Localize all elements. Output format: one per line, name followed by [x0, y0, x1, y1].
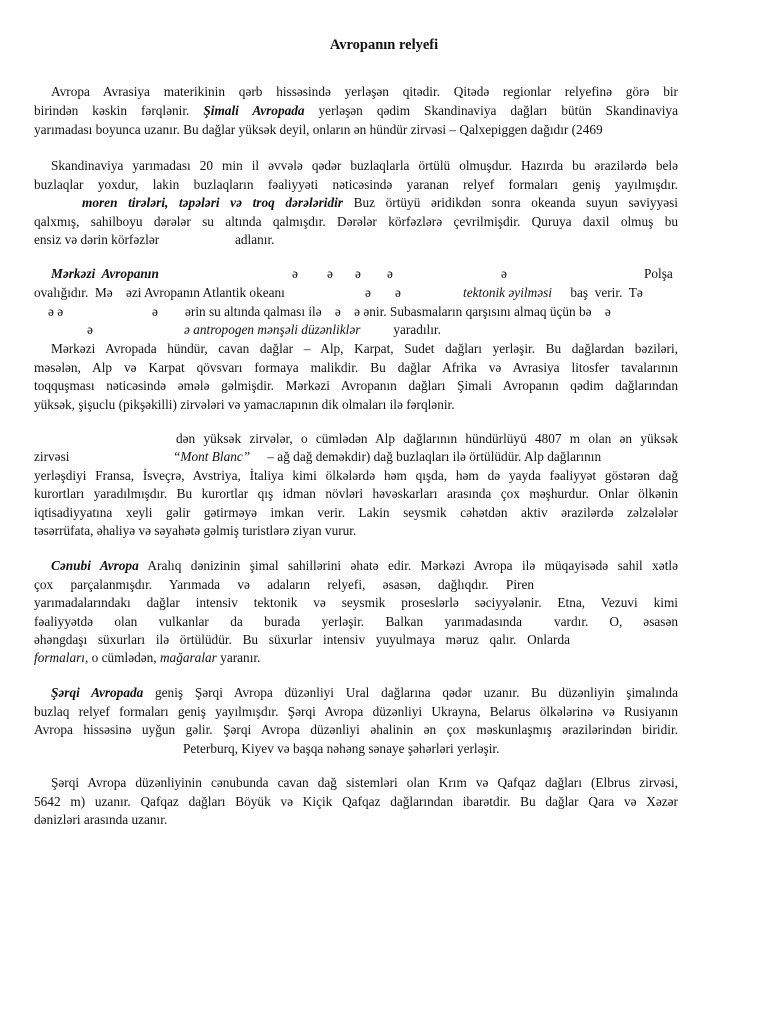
region-name-southern-europe: Cənubi Avropa	[51, 558, 139, 573]
text-line	[34, 232, 678, 250]
text-fragment: ə	[395, 285, 401, 300]
text-line: yerləşdiyi Fransa, İsveçrə, Avstriya, İtaliya kimi ölkələrdə həm qışda, həm də yayda fəaliyyət göstərən dağ	[34, 468, 678, 483]
text-span: Buz örtüyü əridikdən sonra okeanda suyun səviyyəsi	[342, 195, 678, 210]
text-span: Polşa	[644, 266, 673, 281]
text-span: – ağ dağ deməkdir) dağ buzlaqları ilə örtülüdür. Alp dağlarının	[264, 449, 602, 464]
text-line: əhəngdaşı süxurları ilə örtülüdür. Bu süxurlar intensiv yuyulmaya məruz qalır. Onlarda	[34, 632, 570, 647]
text-fragment: ə ə	[48, 304, 64, 319]
region-name-northern-europe: Şimali Avropada	[203, 103, 305, 118]
text-span: baş verir. Tə	[567, 285, 643, 300]
text-span: yerləşən qədim Skandinaviya dağları bütün Skandinaviya	[304, 103, 678, 118]
text-span: adlanır.	[235, 232, 275, 247]
text-span: birindən kəskin fərqlənir.	[34, 103, 204, 118]
text-line: toqquşması nəticəsində əmələ gəlmişdir. Mərkəzi Avropanın dağları Şimali Avropanın qədim dağlarından	[34, 378, 678, 393]
text-line: Skandinaviya yarımadası 20 min il əvvələ qədər buzlaqlarla örtülü olmuşdur. Hazırda bu ərazilərdə belə	[51, 158, 678, 173]
emphasized-term: moren tirələri, təpələri və troq dərələridir	[82, 195, 343, 210]
emphasized-term: formaları	[34, 650, 85, 665]
text-line: Şərqi Avropa düzənliyinin cənubunda cavan dağ sistemləri olan Krım və Qafqaz dağları (Elbrus zirvəsi,	[51, 775, 678, 790]
text-fragment: ə	[327, 266, 333, 281]
text-line: məsələn, Alp və Karpat qövsvarı formaya malikdir. Bu dağlar Afrika və Avrasiya litosfer tavalarının	[34, 360, 678, 375]
text-span: ərin su altında qalması ilə ə ə ənir. Subasmaların qarşısını almaq üçün bə ə	[185, 304, 611, 319]
text-line	[34, 304, 678, 322]
text-line: buzlaqlar yoxdur, lakin buzlaqların fəaliyyəti nəticəsində yaranan relyef formaları geniş yayılmışdır.	[34, 177, 678, 192]
text-line: buzlaq relyef formaları geniş yayılmışdır. Şərqi Avropa düzənliyi Ukrayna, Belarus ölkələrinə və Rusiyanın	[34, 704, 678, 719]
text-fragment: ə	[152, 304, 158, 319]
text-span: vardır. O, əsasən	[554, 614, 678, 629]
region-name-central-europe: Mərkəzi Avropanın	[51, 266, 159, 281]
text-line: kurortları yaradılmışdır. Bu kurortlar qış idman növləri həvəskarları arasında çox məşhurdur. Onlar ölkənin	[34, 486, 678, 501]
text-line	[34, 266, 678, 284]
text-span: ensiz və dərin körfəzlər	[34, 232, 160, 247]
text-span: yaranır.	[216, 650, 261, 665]
text-line: iqtisadiyyatına xeyli gəlir gətirməyə imkan verir. Lakin seysmik cəhətdən aktiv ərazilərdə zəlzələlər	[34, 505, 678, 520]
text-line	[34, 449, 678, 467]
text-line	[34, 322, 678, 340]
text-span: fəaliyyətdə olan vulkanlar da burada yerləşir. Balkan yarımadasında	[34, 614, 522, 629]
text-line: yarımadalarındakı dağlar intensiv tektonik və seysmik proseslərlə səciyyələnir. Etna, Vezuvi kimi	[34, 595, 678, 610]
text-fragment: ə	[292, 266, 298, 281]
text-fragment: ə	[501, 266, 507, 281]
region-name-eastern-europe: Şərqi Avropada	[51, 685, 144, 700]
text-span: zirvəsi	[34, 449, 70, 464]
emphasized-term: “Mont Blanc”	[173, 449, 251, 464]
text-line	[34, 650, 678, 668]
text-fragment: ə	[365, 285, 371, 300]
emphasized-term: ə antropogen mənşəli düzənliklər	[184, 322, 361, 337]
text-line	[34, 614, 678, 632]
emphasized-term: tektonik əyilməsi	[463, 285, 552, 300]
text-line: dən yüksək zirvələr, o cümlədən Alp dağlarının hündürlüyü 4807 m olan ən yüksək	[176, 431, 678, 446]
page-title: Avropanın relyefi	[329, 37, 439, 53]
text-line	[34, 285, 678, 303]
text-line: Peterburq, Kiyev və başqa nəhəng sənaye şəhərləri yerləşir.	[183, 741, 500, 756]
text-line: Avropa Avrasiya materikinin qərb hissəsində yerləşən qitədir. Qitədə regionlar relyefinə görə bir	[51, 84, 678, 99]
text-line	[51, 685, 678, 703]
text-line: 5642 m) uzanır. Qafqaz dağları Böyük və Kiçik Qafqaz dağlarından ibarətdir. Bu dağlar Qara və Xəzər	[34, 794, 678, 809]
text-fragment: ə	[387, 266, 393, 281]
text-span: geniş Şərqi Avropa düzənliyi Ural dağlarına qədər uzanır. Bu düzənliyin şimalında	[143, 685, 678, 700]
text-line: dənizləri arasında uzanır.	[34, 812, 168, 827]
text-line	[51, 558, 678, 576]
text-line: qalxmış, sahilboyu dərələr su altında qalmışdır. Dərələr körfəzlərə çevrilmişdir. Quruya daxil olmuş bu	[34, 214, 678, 229]
text-span: ovalığıdır. Mə əzi Avropanın Atlantik okeanı	[34, 285, 285, 300]
text-line: Avropa hissəsinə uyğun gəlir. Şərqi Avropa düzənliyi əhalinin ən çox məskunlaşmış ərazilərindən biridir.	[34, 722, 678, 737]
text-line	[34, 103, 678, 121]
text-line: Mərkəzi Avropada hündür, cavan dağlar – Alp, Karpat, Sudet dağları yerləşir. Bu dağlardan bəziləri,	[51, 341, 678, 356]
text-line: yarımadası boyunca uzanır. Bu dağlar yüksək deyil, onların ən hündür zirvəsi – Qalxepiggen dağıdır (2469	[34, 122, 603, 137]
text-line: yüksək, şişuclu (pikşəkilli) zirvələri və yamacларının dik olmaları ilə fərqlənir.	[34, 397, 455, 412]
text-line	[82, 195, 678, 213]
text-fragment: ə	[355, 266, 361, 281]
emphasized-term: mağaralar	[159, 650, 217, 665]
text-line: çox parçalanmışdır. Yarımada və adaların relyefi, əsasən, dağlıqdır. Piren	[34, 577, 534, 592]
text-span: yaradılır.	[390, 322, 441, 337]
text-span: , o cümlədən,	[84, 650, 160, 665]
text-line: təsərrüfata, əhaliyə və səyahətə gəlmiş turistlərə ziyan vurur.	[34, 523, 357, 538]
text-span: Aralıq dənizinin şimal sahillərini əhatə edir. Mərkəzi Avropa ilə müqayisədə sahil xətlə	[138, 558, 678, 573]
text-fragment: ə	[87, 322, 93, 337]
